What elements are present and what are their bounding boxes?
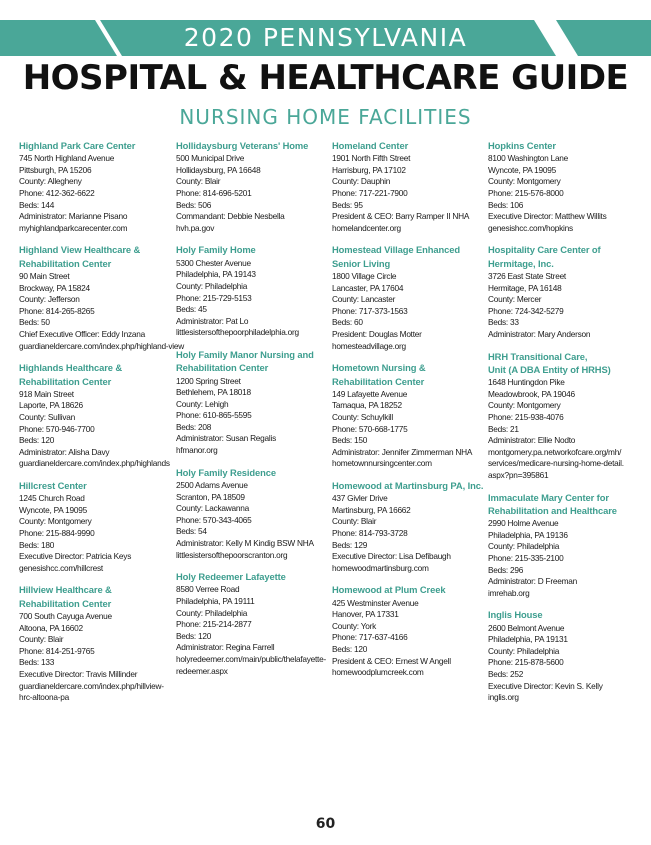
facility-detail: Administrator: Alisha Davy xyxy=(19,446,110,457)
facility-detail: Phone: 570-946-7700 xyxy=(19,423,95,434)
facility-detail: County: Dauphin xyxy=(332,176,391,187)
facility-detail: guardianeldercare.com/index.php/highlands xyxy=(19,458,170,469)
facility-detail: County: Sullivan xyxy=(19,411,75,422)
facility-detail: Administrator: Marianne Pisano xyxy=(19,211,128,222)
facility-detail: hvh.pa.gov xyxy=(176,222,215,233)
facility-entry xyxy=(332,140,488,234)
facility-detail: guardianeldercare.com/index.php/highland-view xyxy=(19,340,184,351)
facility-detail: Beds: 21 xyxy=(488,423,519,434)
facility-detail: County: Philadelphia xyxy=(488,645,560,656)
facility-name: Immaculate Mary Center for xyxy=(488,491,609,503)
facility-name: Rehabilitation Center xyxy=(19,597,112,609)
facility-entry xyxy=(176,349,332,457)
facility-detail: Phone: 814-793-3728 xyxy=(332,528,408,539)
facility-detail: Beds: 106 xyxy=(488,199,524,210)
facility-detail: Beds: 208 xyxy=(176,421,212,432)
facility-detail: 90 Main Street xyxy=(19,271,70,282)
column-4 xyxy=(488,140,644,714)
facility-detail: 500 Municipal Drive xyxy=(176,153,245,164)
facility-detail: Pittsburgh, PA 15206 xyxy=(19,164,92,175)
facility-detail: Phone: 215-729-5153 xyxy=(176,292,252,303)
facility-entry xyxy=(176,244,332,338)
column-1 xyxy=(19,140,184,714)
facility-detail: Martinsburg, PA 16662 xyxy=(332,504,411,515)
facility-detail: Beds: 120 xyxy=(176,630,212,641)
facility-detail: redeemer.aspx xyxy=(176,665,228,676)
facility-detail: Beds: 180 xyxy=(19,539,55,550)
facility-detail: Hollidaysburg, PA 16648 xyxy=(176,164,261,175)
facility-entry xyxy=(488,609,644,703)
facility-detail: 1648 Huntingdon Pike xyxy=(488,377,565,388)
facility-detail: homelandcenter.org xyxy=(332,222,401,233)
facility-detail: Phone: 717-373-1563 xyxy=(332,305,408,316)
facility-detail: Scranton, PA 18509 xyxy=(176,491,245,502)
facility-detail: Phone: 215-214-2877 xyxy=(176,619,252,630)
facility-detail: Wyncote, PA 19095 xyxy=(488,164,556,175)
banner-title: 2020 PENNSYLVANIA xyxy=(183,23,468,52)
facility-detail: imrehab.org xyxy=(488,587,530,598)
facility-detail: Administrator: Kelly M Kindig BSW NHA xyxy=(176,537,314,548)
facility-detail: montgomery.pa.networkofcare.org/mh/ xyxy=(488,446,622,457)
facility-detail: County: York xyxy=(332,620,377,631)
facility-detail: Tamaqua, PA 18252 xyxy=(332,400,402,411)
facility-detail: County: Philadelphia xyxy=(176,607,248,618)
facility-detail: Beds: 252 xyxy=(488,668,524,679)
facility-detail: Beds: 50 xyxy=(19,317,50,328)
facility-detail: 8100 Washington Lane xyxy=(488,153,569,164)
facility-detail: Phone: 717-637-4166 xyxy=(332,632,408,643)
facility-detail: hrc-altoona-pa xyxy=(19,692,70,703)
facility-name: Hometown Nursing & xyxy=(332,362,426,374)
facility-entry xyxy=(176,571,332,677)
facility-detail: Phone: 814-251-9765 xyxy=(19,645,95,656)
facility-detail: Beds: 60 xyxy=(332,317,363,328)
facility-name: Highlands Healthcare & xyxy=(19,362,123,374)
facility-name: Rehabilitation and Healthcare xyxy=(488,504,617,516)
facility-entry xyxy=(19,480,175,574)
facility-detail: Beds: 296 xyxy=(488,564,524,575)
facility-detail: aspx?pn=395861 xyxy=(488,469,549,480)
facility-detail: County: Lehigh xyxy=(176,398,229,409)
facility-detail: Administrator: Susan Regalis xyxy=(176,433,276,444)
facility-entry xyxy=(488,492,644,600)
facility-name: Homeland Center xyxy=(332,140,409,151)
facility-entry xyxy=(332,584,488,678)
facility-detail: Beds: 129 xyxy=(332,539,368,550)
facility-name: Holy Family Residence xyxy=(176,466,277,478)
facility-entry xyxy=(19,362,175,470)
facility-detail: Commandant: Debbie Nesbella xyxy=(176,211,285,222)
facility-detail: Phone: 570-668-1775 xyxy=(332,423,408,434)
facility-name: Unit (A DBA Entity of HRHS) xyxy=(488,363,611,375)
facility-name: Hopkins Center xyxy=(488,140,556,151)
facility-detail: County: Philadelphia xyxy=(176,280,248,291)
facility-detail: Bethlehem, PA 18018 xyxy=(176,387,251,398)
facility-detail: homesteadvillage.org xyxy=(332,340,406,351)
facility-entry xyxy=(19,140,175,234)
facility-detail: hfmanor.org xyxy=(176,445,218,456)
facility-detail: Brockway, PA 15824 xyxy=(19,282,90,293)
facility-name: HRH Transitional Care, xyxy=(488,350,588,362)
facility-detail: Meadowbrook, PA 19046 xyxy=(488,388,575,399)
facility-detail: County: Blair xyxy=(176,176,221,187)
facility-name: Rehabilitation Center xyxy=(332,375,425,387)
facility-detail: Philadelphia, PA 19143 xyxy=(176,269,256,280)
facility-detail: 149 Lafayette Avenue xyxy=(332,388,408,399)
facility-detail: County: Mercer xyxy=(488,294,542,305)
facility-detail: holyredeemer.com/main/public/thelafayette- xyxy=(176,653,326,664)
facility-entry xyxy=(19,244,184,352)
facility-entry xyxy=(488,140,644,234)
facility-detail: inglis.org xyxy=(488,692,519,703)
facility-detail: services/medicare-nursing-home-detail. xyxy=(488,458,624,469)
facility-detail: Phone: 215-576-8000 xyxy=(488,188,564,199)
facility-detail: President & CEO: Barry Ramper II NHA xyxy=(332,211,470,222)
facility-detail: County: Blair xyxy=(332,516,377,527)
facility-detail: hometownnursingcenter.com xyxy=(332,458,432,469)
facility-detail: Laporte, PA 18626 xyxy=(19,400,83,411)
facility-detail: 437 Givler Drive xyxy=(332,493,388,504)
facility-name: Hillview Healthcare & xyxy=(19,584,112,596)
facility-detail: Phone: 412-362-6622 xyxy=(19,188,95,199)
facility-detail: Phone: 610-865-5595 xyxy=(176,410,252,421)
facility-detail: Lancaster, PA 17604 xyxy=(332,282,404,293)
facility-detail: genesishcc.com/hillcrest xyxy=(19,562,103,573)
facility-name: Holy Redeemer Lafayette xyxy=(176,571,286,583)
facility-detail: Phone: 814-696-5201 xyxy=(176,188,252,199)
facility-detail: Beds: 506 xyxy=(176,199,212,210)
facility-name: Rehabilitation Center xyxy=(176,362,269,374)
facility-detail: 5300 Chester Avenue xyxy=(176,257,251,268)
facility-detail: Beds: 54 xyxy=(176,526,207,537)
facility-detail: littlesistersofthepoorscranton.org xyxy=(176,549,288,560)
facility-name: Highland Park Care Center xyxy=(19,140,136,151)
facility-detail: homewoodplumcreek.com xyxy=(332,667,424,678)
facility-name: Hermitage, Inc. xyxy=(488,257,554,269)
facility-detail: 2990 Holme Avenue xyxy=(488,518,559,529)
facility-entry xyxy=(332,480,488,574)
facility-detail: Beds: 120 xyxy=(19,435,55,446)
facility-detail: Phone: 215-335-2100 xyxy=(488,552,564,563)
facility-name: Homestead Village Enhanced xyxy=(332,244,460,256)
facility-detail: County: Montgomery xyxy=(19,516,92,527)
facility-detail: Beds: 120 xyxy=(332,644,368,655)
facility-detail: Executive Director: Travis Millinder xyxy=(19,668,138,679)
facility-name: Holy Family Home xyxy=(176,244,256,256)
header-banner xyxy=(0,20,651,56)
facility-detail: President: Douglas Motter xyxy=(332,329,422,340)
facility-detail: Hanover, PA 17331 xyxy=(332,609,399,620)
facility-detail: Executive Director: Kevin S. Kelly xyxy=(488,680,603,691)
facility-detail: Beds: 150 xyxy=(332,435,368,446)
facility-detail: Administrator: D Freeman xyxy=(488,576,577,587)
facility-detail: Executive Director: Patricia Keys xyxy=(19,551,132,562)
facility-detail: Philadelphia, PA 19131 xyxy=(488,634,568,645)
facility-entry xyxy=(488,351,644,482)
facility-name: Homewood at Martinsburg PA, Inc. xyxy=(332,479,484,491)
facility-detail: Altoona, PA 16602 xyxy=(19,622,83,633)
facility-entry xyxy=(332,362,488,470)
facility-detail: 1200 Spring Street xyxy=(176,375,241,386)
facility-detail: Philadelphia, PA 19136 xyxy=(488,529,568,540)
facility-detail: Executive Director: Lisa Defibaugh xyxy=(332,551,451,562)
facility-name: Inglis House xyxy=(488,609,543,621)
facility-detail: 1800 Village Circle xyxy=(332,271,397,282)
facility-name: Holy Family Manor Nursing and xyxy=(176,348,314,360)
facility-detail: Beds: 33 xyxy=(488,317,519,328)
facility-detail: County: Lancaster xyxy=(332,294,396,305)
facility-detail: Harrisburg, PA 17102 xyxy=(332,164,406,175)
facility-detail: 1245 Church Road xyxy=(19,493,85,504)
facility-detail: 1901 North Fifth Street xyxy=(332,153,411,164)
column-3 xyxy=(332,140,488,689)
facility-entry xyxy=(488,244,644,340)
facility-detail: Administrator: Jennifer Zimmerman NHA xyxy=(332,446,473,457)
facility-detail: 700 South Cayuga Avenue xyxy=(19,611,112,621)
facility-entry xyxy=(176,467,332,561)
section-subtitle: NURSING HOME FACILITIES xyxy=(179,105,472,129)
facility-detail: Phone: 215-878-5600 xyxy=(488,657,564,668)
facility-name: Rehabilitation Center xyxy=(19,375,112,387)
facility-detail: County: Blair xyxy=(19,634,64,645)
column-2 xyxy=(176,140,332,687)
facility-detail: Philadelphia, PA 19111 xyxy=(176,596,255,606)
facility-detail: County: Jefferson xyxy=(19,294,80,305)
facility-detail: County: Montgomery xyxy=(488,400,561,411)
facility-detail: Executive Director: Matthew Willits xyxy=(488,211,607,222)
facility-detail: Phone: 717-221-7900 xyxy=(332,188,408,199)
facility-detail: 2500 Adams Avenue xyxy=(176,479,248,490)
facility-detail: Phone: 570-343-4065 xyxy=(176,514,252,525)
facility-name: Rehabilitation Center xyxy=(19,257,112,269)
facility-name: Homewood at Plum Creek xyxy=(332,584,446,596)
facility-detail: Administrator: Regina Farrell xyxy=(176,642,275,653)
facility-name: Hospitality Care Center of xyxy=(488,244,601,256)
facility-detail: 8580 Verree Road xyxy=(176,584,240,595)
facility-name: Hillcrest Center xyxy=(19,479,87,491)
facility-detail: 425 Westminster Avenue xyxy=(332,597,419,608)
facility-detail: County: Philadelphia xyxy=(488,541,560,552)
facility-detail: 2600 Belmont Avenue xyxy=(488,622,565,633)
facility-detail: Beds: 45 xyxy=(176,304,207,315)
facility-detail: Wyncote, PA 19095 xyxy=(19,504,87,515)
facility-detail: Phone: 724-342-5279 xyxy=(488,305,564,316)
facility-detail: 745 North Highland Avenue xyxy=(19,153,115,164)
page-title: HOSPITAL & HEALTHCARE GUIDE xyxy=(22,58,629,98)
facility-detail: County: Lackawanna xyxy=(176,503,249,514)
facility-name: Highland View Healthcare & xyxy=(19,244,141,256)
page-number: 60 xyxy=(315,816,336,832)
facility-name: Hollidaysburg Veterans' Home xyxy=(176,140,309,151)
facility-detail: Beds: 133 xyxy=(19,657,55,668)
facility-name: Senior Living xyxy=(332,257,391,269)
facility-detail: County: Montgomery xyxy=(488,176,561,187)
facility-detail: Administrator: Pat Lo xyxy=(176,315,249,326)
facility-detail: Beds: 144 xyxy=(19,199,55,210)
facility-detail: Hermitage, PA 16148 xyxy=(488,282,562,293)
facility-detail: President & CEO: Ernest W Angell xyxy=(332,655,451,666)
facility-detail: Beds: 95 xyxy=(332,199,363,210)
facility-entry xyxy=(332,244,488,352)
facility-detail: Phone: 215-938-4076 xyxy=(488,411,564,422)
facility-detail: Chief Executive Officer: Eddy Inzana xyxy=(19,329,145,340)
facility-detail: littlesistersofthepoorphiladelphia.org xyxy=(176,327,299,338)
facility-entry xyxy=(176,140,332,234)
facility-detail: myhighlandparkcarecenter.com xyxy=(19,222,128,233)
facility-entry xyxy=(19,584,175,703)
facility-detail: genesishcc.com/hopkins xyxy=(488,222,573,233)
facility-detail: 918 Main Street xyxy=(19,388,74,399)
facility-detail: County: Allegheny xyxy=(19,176,82,187)
facility-detail: Phone: 215-884-9990 xyxy=(19,528,95,539)
facility-detail: guardianeldercare.com/index.php/hillview- xyxy=(19,680,164,691)
facility-detail: Phone: 814-265-8265 xyxy=(19,305,95,316)
facility-detail: County: Schuylkill xyxy=(332,411,393,422)
facility-detail: Administrator: Mary Anderson xyxy=(488,329,591,340)
facility-detail: 3726 East State Street xyxy=(488,271,566,282)
facility-detail: homewoodmartinsburg.com xyxy=(332,562,429,573)
facility-detail: Administrator: Ellie Nodto xyxy=(488,435,576,446)
